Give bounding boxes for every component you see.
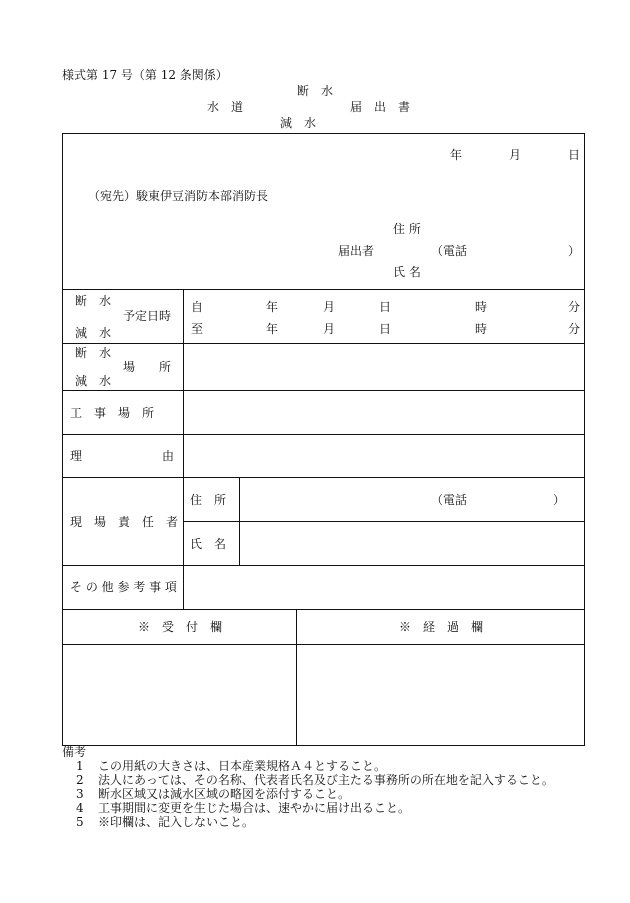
note-item [62, 787, 554, 801]
date-day: 日 [568, 148, 581, 162]
note-item [62, 759, 554, 773]
schedule-to-minute: 分 [568, 322, 581, 336]
schedule-from-year: 年 [266, 300, 279, 314]
rule [239, 477, 240, 565]
location-label-gensui: 減 水 [75, 374, 112, 388]
note-number: 3 [76, 787, 84, 801]
title-dansui: 断 水 [297, 84, 334, 98]
date-month: 月 [509, 148, 522, 162]
notes-heading: 備考 [62, 745, 87, 759]
note-text: 法人にあっては、その名称、代表者氏名及び主たる事務所の所在地を記入すること。 [98, 773, 554, 787]
schedule-to-hour: 時 [475, 322, 488, 336]
applicant-label: 届出者 [338, 244, 375, 258]
note-number: 5 [76, 815, 84, 829]
note-text: 工事期間に変更を生じた場合は、速やかに届け出ること。 [98, 801, 411, 815]
applicant-name-label: 氏 名 [393, 265, 421, 279]
supervisor-phone-close: ） [553, 493, 566, 507]
rule [63, 390, 584, 391]
schedule-label-mid: 予定日時 [123, 309, 172, 323]
note-text: 断水区域又は減水区域の略図を添付すること。 [98, 787, 351, 801]
schedule-to-year: 年 [266, 322, 279, 336]
reason-label-left: 理 [70, 449, 83, 463]
schedule-from-month: 月 [323, 300, 336, 314]
note-number: 4 [76, 801, 84, 815]
rule [63, 644, 584, 645]
supervisor-phone-open: （電話 [431, 493, 468, 507]
schedule-from-minute: 分 [568, 300, 581, 314]
rule [63, 477, 584, 478]
supervisor-label: 現 場 責 任 者 [70, 515, 179, 529]
reception-column-header: ※ 受 付 欄 [138, 620, 223, 634]
supervisor-address-label: 住 所 [190, 493, 227, 507]
applicant-phone-open: （電話 [431, 244, 468, 258]
rule [63, 343, 584, 344]
applicant-address-label: 住 所 [393, 222, 421, 236]
note-text: ※印欄は、記入しないこと。 [98, 815, 255, 829]
location-label-mid: 場 所 [123, 360, 172, 374]
notes [62, 745, 554, 829]
rule [63, 609, 584, 610]
title-gensui: 減 水 [280, 116, 317, 130]
note-number: 1 [76, 759, 84, 773]
reason-label-right: 由 [162, 449, 175, 463]
form-number: 様式第 17 号（第 12 条関係） [62, 68, 228, 82]
schedule-from-day: 日 [379, 300, 392, 314]
rule [183, 521, 584, 522]
note-item [62, 773, 554, 787]
location-label-dansui: 断 水 [75, 346, 112, 360]
addressee: （宛先）駿東伊豆消防本部消防長 [88, 189, 269, 203]
supervisor-name-label: 氏 名 [190, 537, 227, 551]
other-label: そ の 他 参 考 事 項 [70, 580, 177, 594]
note-number: 2 [76, 773, 84, 787]
schedule-from: 自 [191, 300, 204, 314]
rule [296, 609, 297, 745]
progress-column-header: ※ 経 過 欄 [399, 620, 484, 634]
schedule-label-dansui: 断 水 [75, 294, 112, 308]
date-year: 年 [450, 148, 463, 162]
note-item [62, 801, 554, 815]
schedule-to: 至 [191, 322, 204, 336]
schedule-from-hour: 時 [475, 300, 488, 314]
work-location-label: 工 事 場 所 [70, 406, 155, 420]
title-suido: 水 道 [207, 100, 244, 114]
schedule-to-day: 日 [379, 322, 392, 336]
title-todokede: 届 出 書 [350, 100, 411, 114]
application-form [62, 133, 585, 746]
note-text: この用紙の大きさは、日本産業規格Ａ４とすること。 [98, 759, 387, 773]
rule [63, 565, 584, 566]
schedule-to-month: 月 [323, 322, 336, 336]
note-item [62, 815, 554, 829]
schedule-label-gensui: 減 水 [75, 326, 112, 340]
rule [183, 289, 184, 609]
applicant-phone-close: ） [568, 244, 581, 258]
rule [63, 289, 584, 290]
rule [63, 434, 584, 435]
